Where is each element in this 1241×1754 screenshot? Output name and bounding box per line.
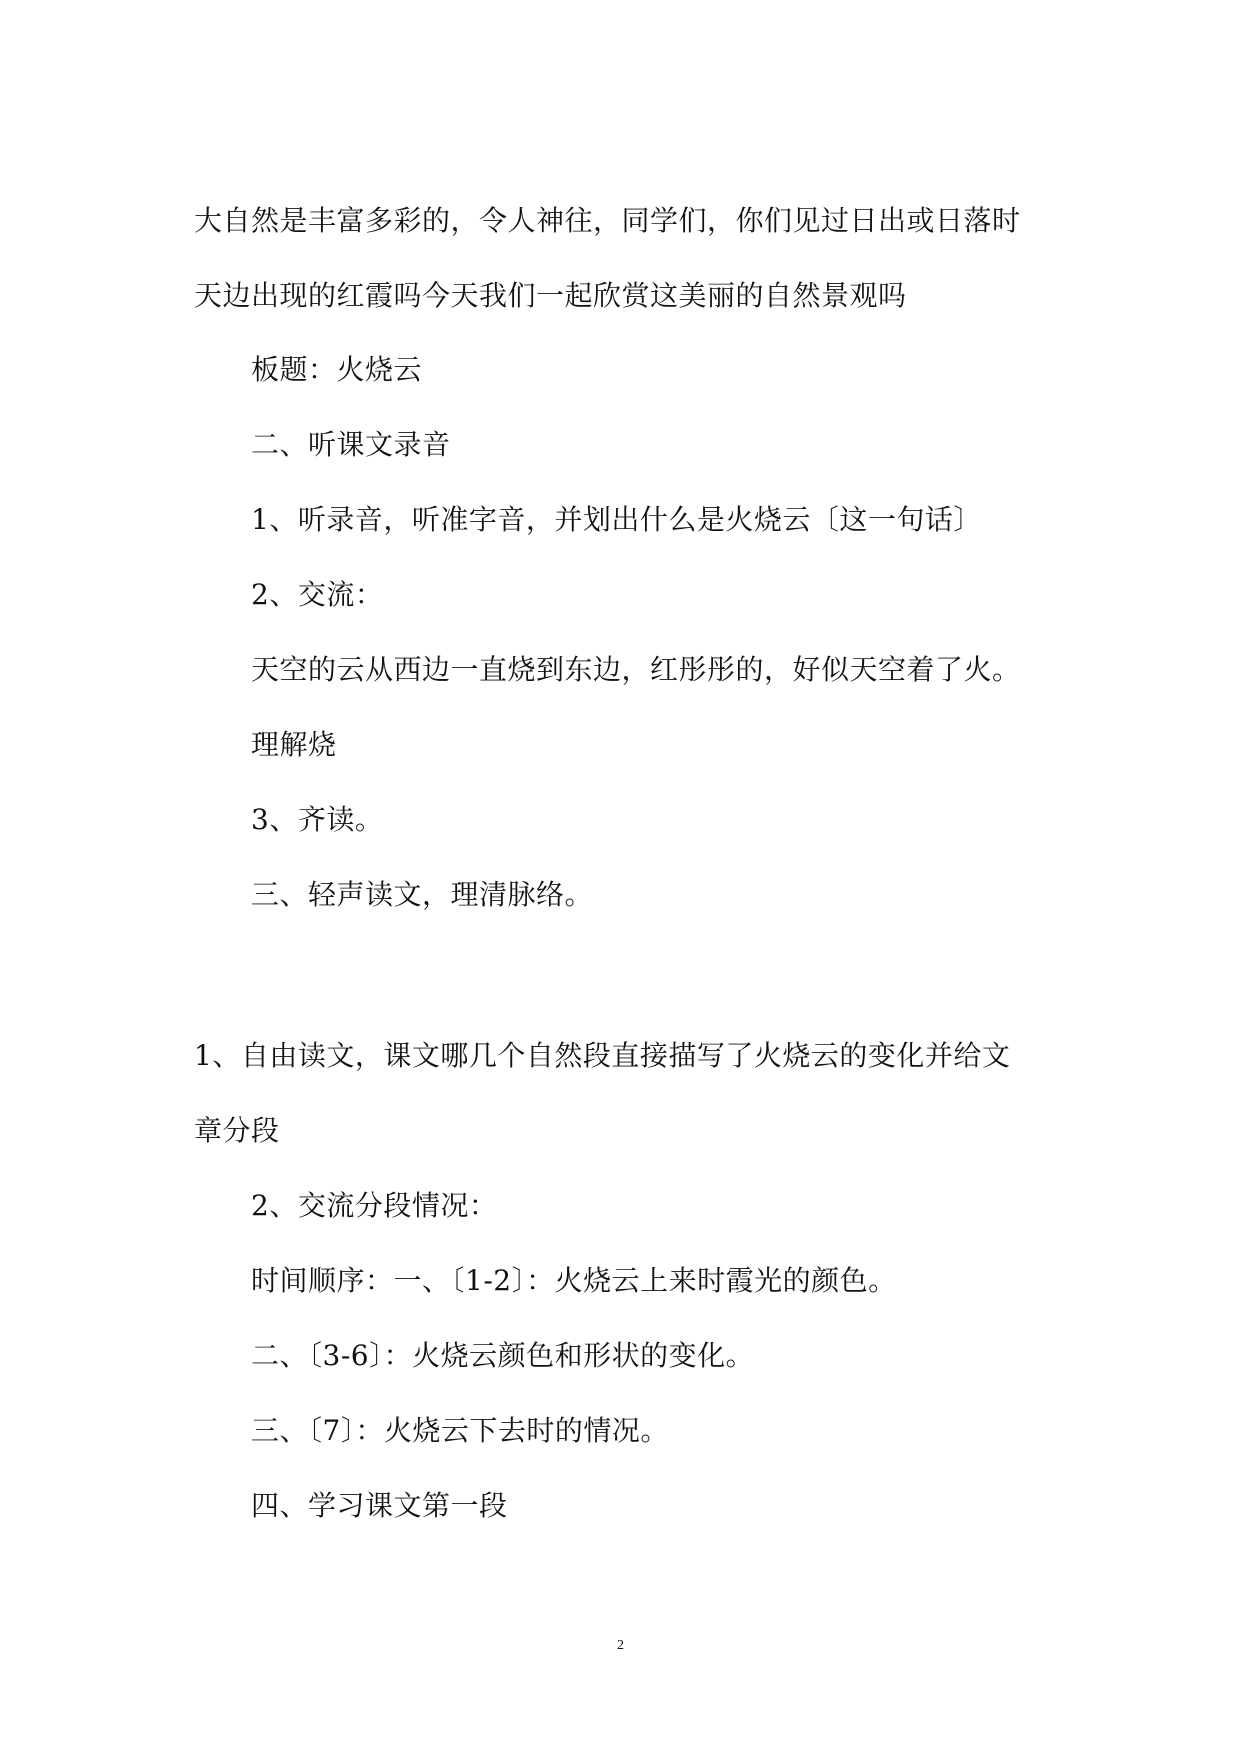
step-2-1: 1、听录音，听准字音，并划出什么是火烧云〔这一句话〕: [251, 503, 982, 536]
page-number: 2: [617, 1638, 624, 1653]
intro-line-2: 天边出现的红霞吗今天我们一起欣赏这美丽的自然景观吗: [194, 279, 907, 312]
section-3-heading: 三、轻声读文，理清脉络。: [251, 878, 594, 911]
order-line-2: 二、〔3-6〕：火烧云颜色和形状的变化。: [251, 1339, 755, 1372]
step-3-1-line-1: 1、自由读文，课文哪几个自然段直接描写了火烧云的变化并给文: [194, 1039, 1011, 1072]
understand-line: 理解烧: [251, 728, 337, 761]
intro-line-1: 大自然是丰富多彩的，令人神往，同学们，你们见过日出或日落时: [194, 204, 1021, 237]
step-3-1-line-2: 章分段: [194, 1114, 280, 1147]
step-2-3: 3、齐读。: [251, 803, 384, 836]
step-2-2: 2、交流：: [251, 578, 384, 611]
board-title: 板题：火烧云: [251, 353, 423, 386]
quote-line: 天空的云从西边一直烧到东边，红彤彤的，好似天空着了火。: [251, 653, 1021, 686]
section-4-heading: 四、学习课文第一段: [251, 1489, 508, 1522]
section-2-heading: 二、听课文录音: [251, 428, 451, 461]
order-line-3: 三、〔7〕：火烧云下去时的情况。: [251, 1414, 669, 1447]
order-line-1: 时间顺序：一、〔1-2〕：火烧云上来时霞光的颜色。: [251, 1264, 897, 1297]
step-3-2: 2、交流分段情况：: [251, 1189, 498, 1222]
